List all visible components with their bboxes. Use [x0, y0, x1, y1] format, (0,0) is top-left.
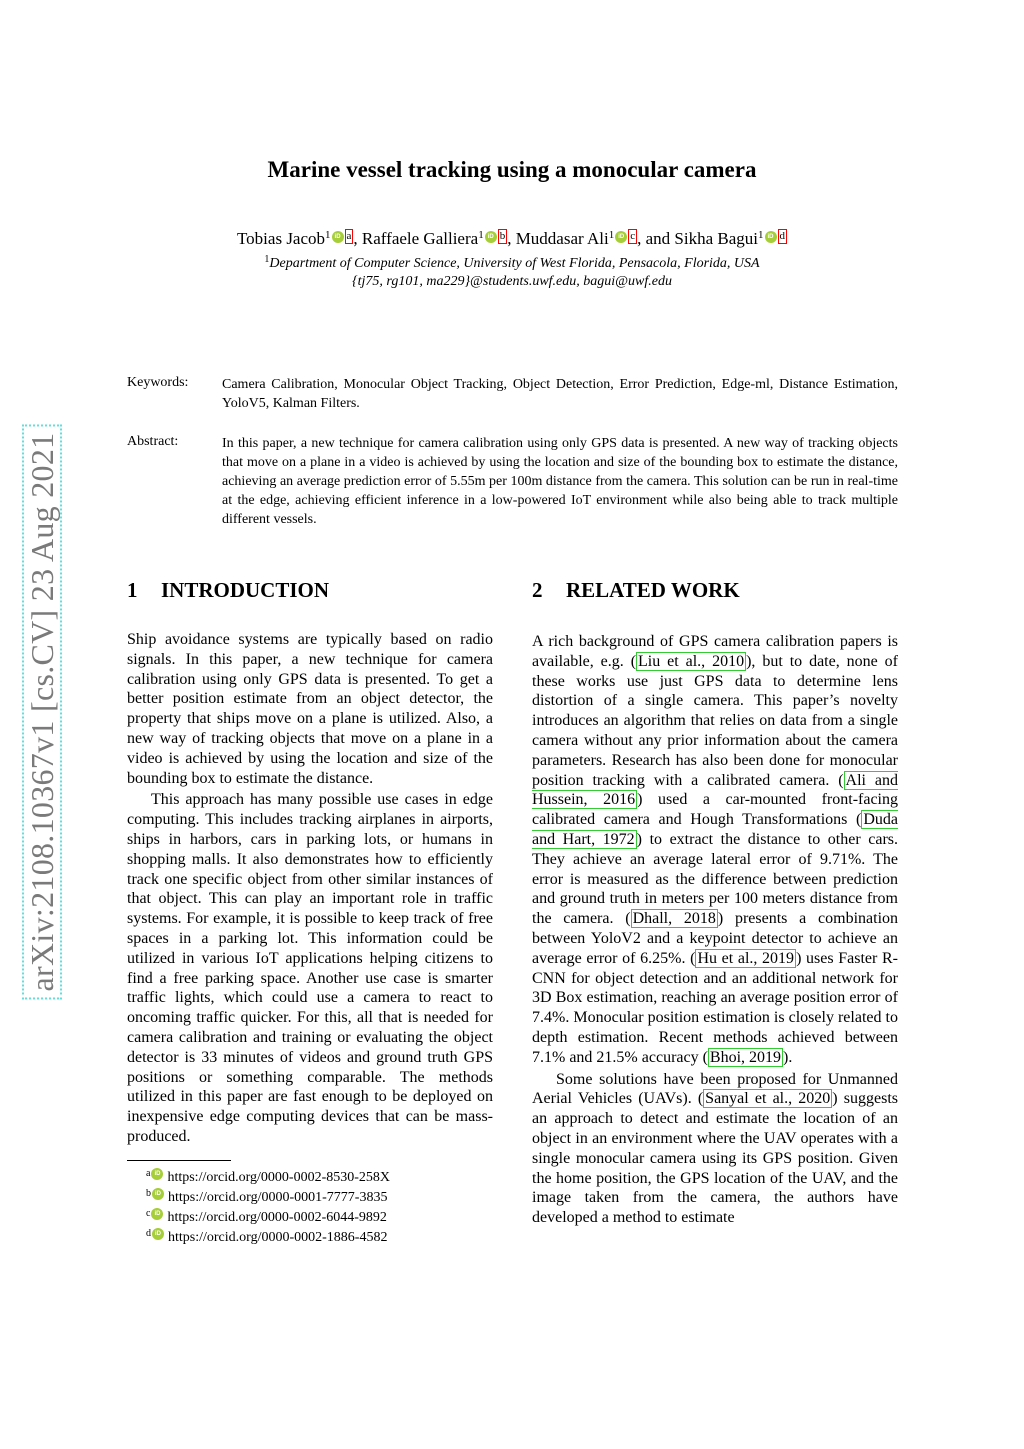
footnotes	[146, 1168, 390, 1248]
arxiv-side-stamp: arXiv:2108.10367v1 [cs.CV] 23 Aug 2021	[22, 425, 62, 1000]
section-heading-related-work	[532, 578, 740, 603]
author-affiliation-mark: 1	[325, 229, 331, 241]
paragraph	[532, 632, 898, 1068]
related-work-body	[532, 632, 898, 1228]
citation-link[interactable]: Hu et al., 2019	[697, 949, 795, 967]
footnote-mark: b	[146, 1188, 151, 1199]
footnote-item	[146, 1228, 390, 1248]
citation-link[interactable]: Bhoi, 2019	[709, 1048, 782, 1066]
text-run: ) uses Faster R-CNN for object detection and an additional network for 3D Box estimation, reaching an average position error of 7.4%. Monocular position estimation is closely related to depth estimation. Recent methods achieved between 7.1% and 21.5% accuracy (	[532, 949, 899, 1066]
orcid-icon	[152, 1228, 164, 1240]
section-title: RELATED WORK	[566, 578, 740, 602]
footnote-mark: a	[146, 1168, 151, 1179]
keywords-text: Camera Calibration, Monocular Object Tracking, Object Detection, Error Prediction, Edge-ml, Distance Estimation, YoloV5, Kalman Filters.	[222, 377, 898, 411]
orcid-icon[interactable]	[765, 231, 777, 243]
text-run: ) to extract the distance to other cars. They achieve an average lateral error of 9.71%. The error is measured as the difference between prediction and ground truth in meters per 100 meters distance from the camera. (	[532, 830, 899, 928]
paragraph	[532, 1070, 898, 1228]
author-separator: ,	[353, 229, 362, 248]
section-heading-introduction	[127, 578, 329, 603]
orcid-link[interactable]: https://orcid.org/0000-0002-8530-258X	[167, 1170, 391, 1185]
author-affiliation-mark: 1	[758, 229, 764, 241]
author-name: Tobias Jacob	[236, 229, 326, 248]
footnote-mark: d	[146, 1228, 151, 1239]
abstract-text: In this paper, a new technique for camera calibration using only GPS data is presented. A new way of tracking objects that move on a plane in a video is achieved by using the location and size of the bounding box to estimate the distance, achieving an average prediction error of 5.55m per 100m distance from the camera. This solution can be run in real-time at the edge, achieving efficient inference in a low-powered IoT environment while also being able to track multiple different vessels.	[222, 436, 898, 527]
paragraph: This approach has many possible use cases in edge computing. This includes tracking airplanes in airports, ships in harbors, cars in parking lots, or humans in shopping malls. It also demonstrates how to efficiently track one specific object from other similar instances of that object. This can play an important role in traffic systems. For example, it is possible to keep track of free spaces in a parking lot. This information could be utilized in various IoT applications helping citizens to find a free parking space. Another use case is smarter traffic lights, which could use a camera to react to oncoming traffic quicker. For this, all that is needed for camera calibration and training or evaluating the object detector is 33 minutes of videos and ground truth GPS positions or something comparable. The methods utilized in this paper are fast enough to be deployed on inexpensive edge computing devices that can be mass-produced.	[127, 791, 493, 1145]
orcid-icon	[152, 1188, 164, 1200]
citation-link[interactable]: Liu et al., 2010	[638, 652, 745, 670]
introduction-body	[127, 630, 493, 1147]
author-affiliation-mark: 1	[478, 229, 484, 241]
text-run: ).	[783, 1048, 793, 1066]
text-run: ), but to date, none of these works use just GPS data to determine lens distortion of a single camera. This paper’s novelty introduces an algorithm that relies on data from a single camera without any prior information about the camera parameters. Research has also been done for monocular position tracking with a calibrated camera. (	[532, 652, 898, 789]
section-number: 2	[532, 578, 543, 602]
author-list	[0, 229, 1024, 249]
author-name: Muddasar Ali	[515, 229, 609, 248]
footnote-link[interactable]: a	[346, 230, 352, 242]
footnote-item	[146, 1188, 390, 1208]
citation-link[interactable]: Dhall, 2018	[632, 910, 716, 928]
orcid-icon[interactable]	[615, 231, 627, 243]
footnote-link[interactable]: c	[630, 230, 636, 242]
orcid-icon[interactable]	[332, 231, 344, 243]
footnote-link[interactable]: d	[779, 230, 785, 242]
paragraph: Ship avoidance systems are typically based on radio signals. In this paper, a new technique for camera calibration using only GPS data is presented. To get a better position estimate from an object detector, the property that ships move on a plane is utilized. Also, a new way of tracking objects that move on a plane in a video is achieved by using the location and size of the bounding box to estimate the distance.	[127, 631, 493, 787]
text-run: ) presents a combination between YoloV2 and a keypoint detector to achieve an average error of 6.25%. (	[532, 910, 899, 967]
orcid-link[interactable]: https://orcid.org/0000-0001-7777-3835	[168, 1190, 388, 1205]
footnote-item	[146, 1168, 390, 1188]
author-name: Raffaele Galliera	[361, 229, 479, 248]
text-run: ) suggests an approach to detect and estimate the location of an object in an environment where the UAV operates with a single monocular camera using its GPS position. Given the home position, the GPS location of the UAV, and the image taken from the camera, the authors have developed a method to estimate	[532, 1090, 898, 1227]
orcid-link[interactable]: https://orcid.org/0000-0002-6044-9892	[167, 1210, 387, 1225]
text-run: ) used a car-mounted front-facing calibrated camera and Hough Transformations (	[532, 791, 898, 829]
affiliation-number: 1	[264, 254, 270, 265]
orcid-icon	[151, 1208, 163, 1220]
text-run: A rich background of GPS camera calibration papers is available, e.g. (	[532, 633, 898, 670]
footnote-mark: c	[146, 1208, 151, 1219]
author-name: Sikha Bagui	[674, 229, 758, 248]
author-separator: , and	[637, 229, 675, 248]
affiliation-text: Department of Computer Science, University of West Florida, Pensacola, Florida, USA	[269, 256, 760, 271]
orcid-link[interactable]: https://orcid.org/0000-0002-1886-4582	[168, 1230, 388, 1245]
affiliation	[0, 256, 1024, 272]
footnote-item	[146, 1208, 390, 1228]
author-separator: ,	[507, 229, 516, 248]
citation-link[interactable]: Sanyal et al., 2020	[705, 1090, 831, 1108]
keywords-label: Keywords:	[127, 375, 189, 390]
orcid-icon[interactable]	[485, 231, 497, 243]
paper-title: Marine vessel tracking using a monocular camera	[267, 157, 757, 182]
orcid-icon	[151, 1168, 163, 1180]
citation-link[interactable]: Ali and Hussein, 2016	[532, 771, 898, 809]
author-emails: {tj75, rg101, ma229}@students.uwf.edu, bagui@uwf.edu	[352, 274, 672, 289]
abstract-label: Abstract:	[127, 434, 179, 449]
section-number: 1	[127, 578, 138, 602]
section-title: INTRODUCTION	[161, 578, 330, 602]
footnote-divider	[127, 1160, 231, 1161]
footnote-link[interactable]: b	[499, 230, 506, 242]
text-run: Some solutions have been proposed for Unmanned Aerial Vehicles (UAVs). (	[532, 1070, 898, 1108]
citation-link[interactable]: Duda and Hart, 1972	[532, 811, 898, 848]
author-affiliation-mark: 1	[608, 229, 615, 241]
